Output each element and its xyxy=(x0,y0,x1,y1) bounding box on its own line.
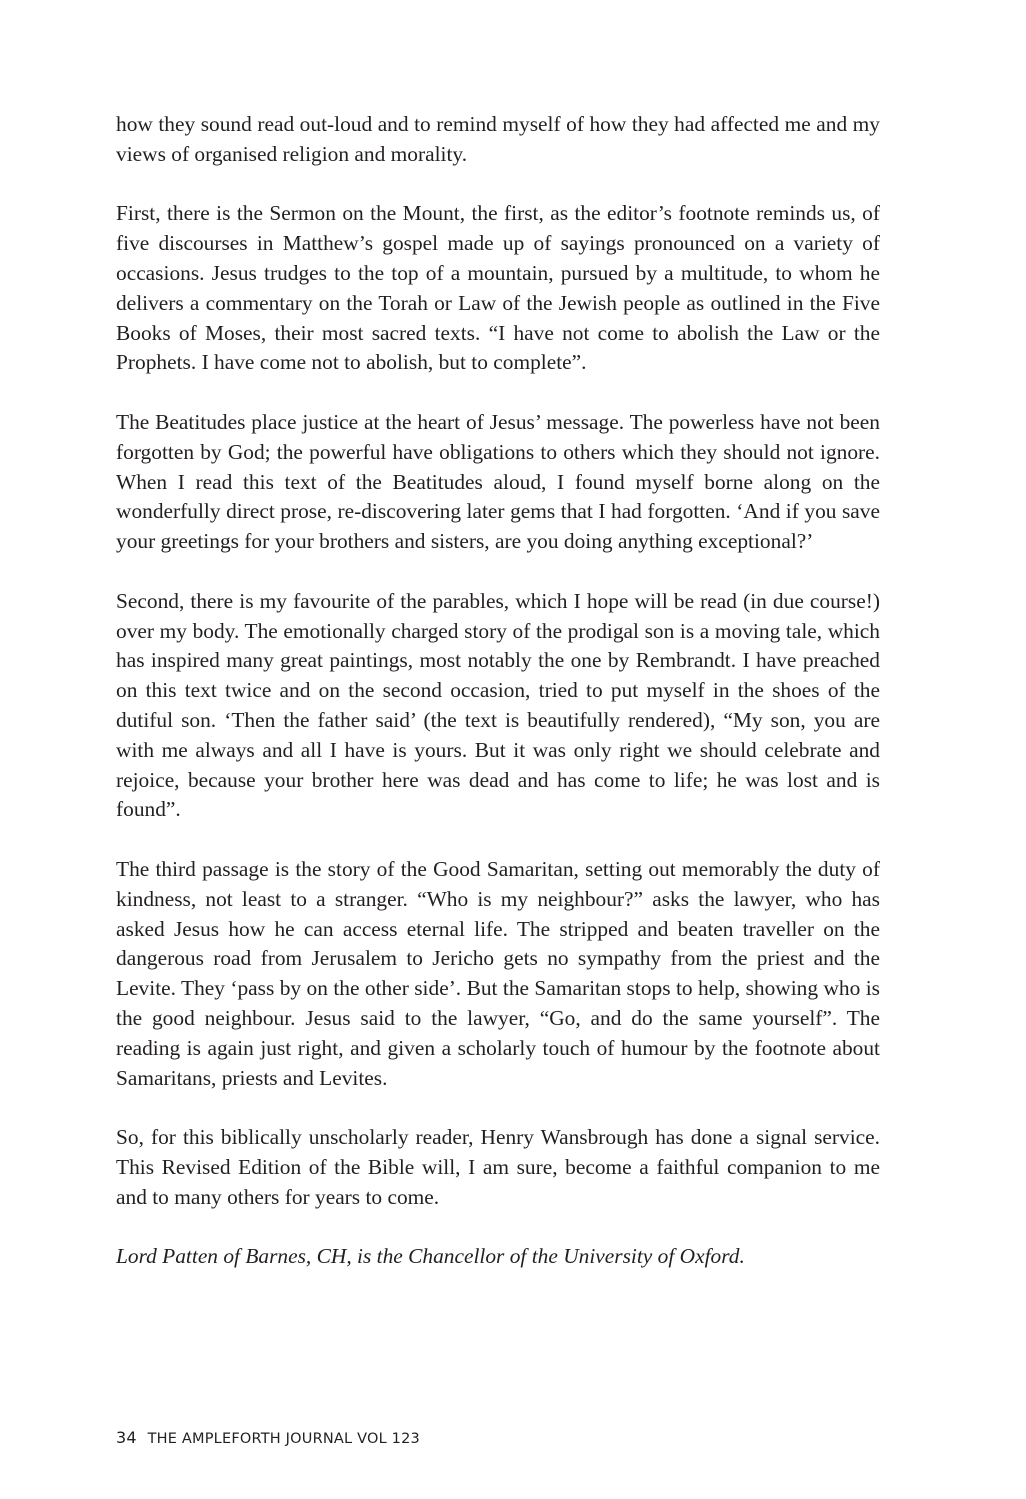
paragraph: The third passage is the story of the Good Samaritan, setting out memorably the duty of kindness, not least to a stranger. “Who is my neighbour?” asks the lawyer, who has asked Jesus how he can access eternal life. The stripped and beaten traveller on the dangerous road from Jerusalem to Jericho gets no sympathy from the priest and the Levite. They ‘pass by on the other side’. But the Samaritan stops to help, showing who is the good neighbour. Jesus said to the lawyer, “Go, and do the same yourself”. The reading is again just right, and given a scholarly touch of humour by the footnote about Samaritans, priests and Levites. xyxy=(116,856,880,1090)
journal-title: THE AMPLEFORTH JOURNAL VOL 123 xyxy=(147,1431,420,1447)
paragraph: The Beatitudes place justice at the heart of Jesus’ message. The powerless have not been forgotten by God; the powerful have obligations to others which they should not ignore. When I read this text of the Beatitudes aloud, I found myself borne along on the wonderfully direct prose, re-discovering later gems that I had forgotten. ‘And if you save your greetings for your brothers and sisters, are you doing anything exceptional?’ xyxy=(116,409,880,554)
paragraph: how they sound read out-loud and to remind myself of how they had affected me and my views of organised religion and morality. xyxy=(116,112,880,166)
author-byline: Lord Patten of Barnes, CH, is the Chancellor of the University of Oxford. xyxy=(116,1244,745,1269)
paragraph: Second, there is my favourite of the parables, which I hope will be read (in due course!) over my body. The emotionally charged story of the prodigal son is a moving tale, which has inspired many great paintings, most notably the one by Rembrandt. I have preached on this text twice and on the second occasion, tried to put myself in the shoes of the dutiful son. ‘Then the father said’ (the text is beautifully rendered), “My son, you are with me always and all I have is yours. But it was only right we should celebrate and rejoice, because your brother here was dead and has come to life; he was lost and is found”. xyxy=(116,588,880,822)
page-footer xyxy=(116,1428,420,1447)
paragraph: So, for this biblically unscholarly reader, Henry Wansbrough has done a signal service. This Revised Edition of the Bible will, I am sure, become a faithful companion to me and to many others for years to come. xyxy=(116,1125,880,1209)
paragraph: First, there is the Sermon on the Mount, the first, as the editor’s footnote reminds us, of five discourses in Matthew’s gospel made up of sayings pronounced on a variety of occasions. Jesus trudges to the top of a mountain, pursued by a multitude, to whom he delivers a commentary on the Torah or Law of the Jewish people as outlined in the Five Books of Moses, their most sacred texts. “I have not come to abolish the Law or the Prophets. I have come not to abolish, but to complete”. xyxy=(116,201,880,375)
article-body xyxy=(116,110,880,1272)
page-number: 34 xyxy=(116,1428,137,1447)
